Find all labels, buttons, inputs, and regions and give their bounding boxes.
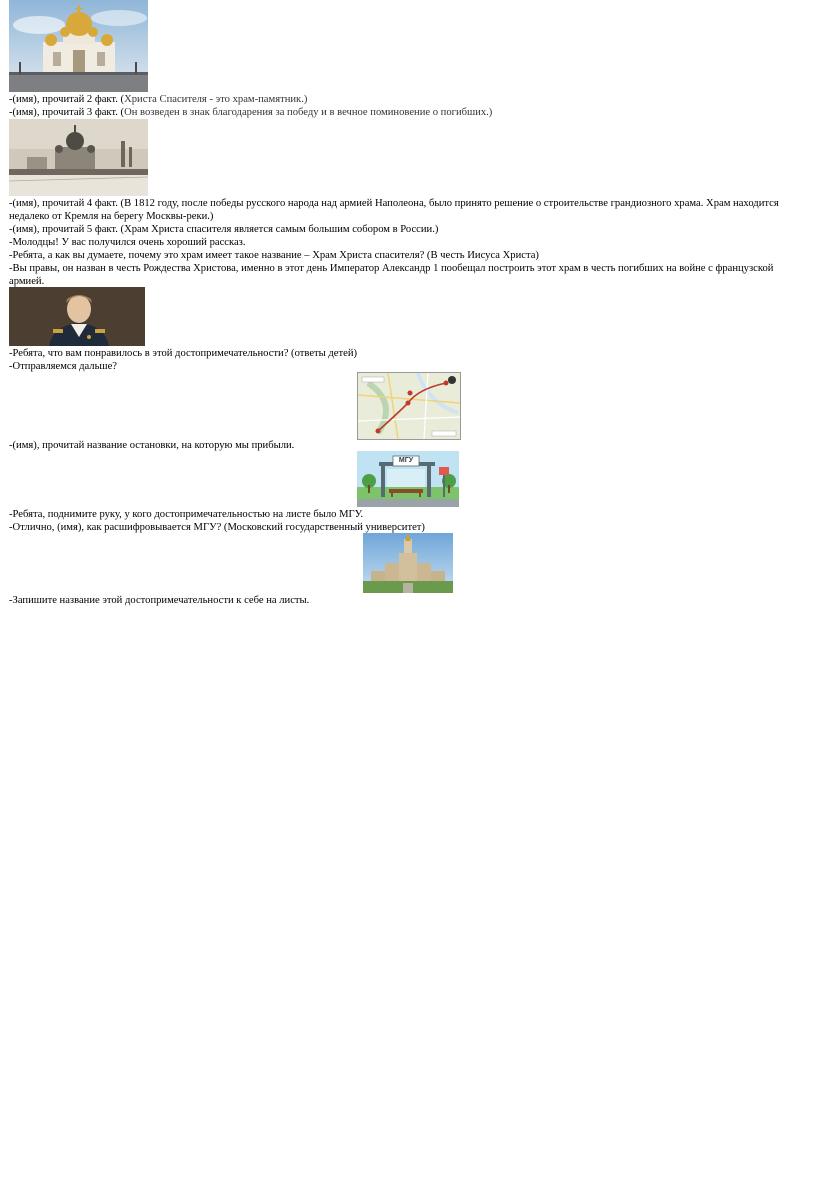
fact-3-line bbox=[9, 106, 492, 119]
old-cathedral-photo bbox=[9, 119, 148, 196]
bus-stop-illustration bbox=[357, 451, 459, 507]
fact-2-prompt: -(имя), прочитай 2 факт. ( bbox=[9, 94, 125, 105]
portrait-icon bbox=[9, 287, 145, 346]
university-photo-icon bbox=[363, 533, 453, 593]
cathedral-photo bbox=[9, 0, 148, 92]
write-down-line: -Запишите название этой достопримечательности к себе на листы. bbox=[9, 595, 310, 606]
old-cathedral-photo-icon bbox=[9, 119, 148, 196]
fact-3-text: Он возведен в знак благодарения за победу и в вечное поминовение о погибших.) bbox=[124, 107, 493, 118]
raise-hand-line: -Ребята, поднимите руку, у кого достопримечательностью на листе было МГУ. bbox=[9, 509, 364, 520]
university-photo bbox=[363, 533, 453, 593]
fact-3-prompt: -(имя), прочитай 3 факт. ( bbox=[9, 107, 125, 118]
emperor-portrait bbox=[9, 287, 145, 346]
cathedral-photo-icon bbox=[9, 0, 148, 92]
bus-stop-sign: МГУ bbox=[398, 457, 414, 464]
fact-2-line bbox=[9, 93, 307, 106]
metro-map bbox=[357, 372, 461, 440]
next-question-line: -Отправляемся дальше? bbox=[9, 361, 117, 372]
explanation-paragraph: -Вы правы, он назван в честь Рождества Христова, именно в этот день Император Александр 1 пообещал построить этот храм в честь погибших на войне с французской армией. bbox=[9, 263, 774, 287]
stop-name-question-line: -(имя), прочитай название остановки, на которую мы прибыли. bbox=[9, 440, 295, 451]
liked-question-line: -Ребята, что вам понравилось в этой достопримечательности? (ответы детей) bbox=[9, 348, 358, 359]
fact-5-line: -(имя), прочитай 5 факт. (Храм Христа спасителя является самым большим собором в России.) bbox=[9, 224, 439, 235]
fact-2-text: Христа Спасителя - это храм-памятник.) bbox=[124, 94, 308, 105]
fact-4-paragraph: -(имя), прочитай 4 факт. (В 1812 году, после победы русского народа над армией Наполеона, было принято решение о строительстве грандиозного храма. Храм находится недалеко от Кремля на берегу Москвы-реки.) bbox=[9, 198, 779, 222]
praise-line: -Молодцы! У вас получился очень хороший рассказ. bbox=[9, 237, 246, 248]
map-icon bbox=[358, 373, 460, 439]
name-question-line: -Ребята, а как вы думаете, почему это храм имеет такое название – Храм Христа спасителя? (В честь Иисуса Христа) bbox=[9, 250, 539, 261]
mgu-question-line: -Отлично, (имя), как расшифровывается МГУ? (Московский государственный университет) bbox=[9, 522, 425, 533]
